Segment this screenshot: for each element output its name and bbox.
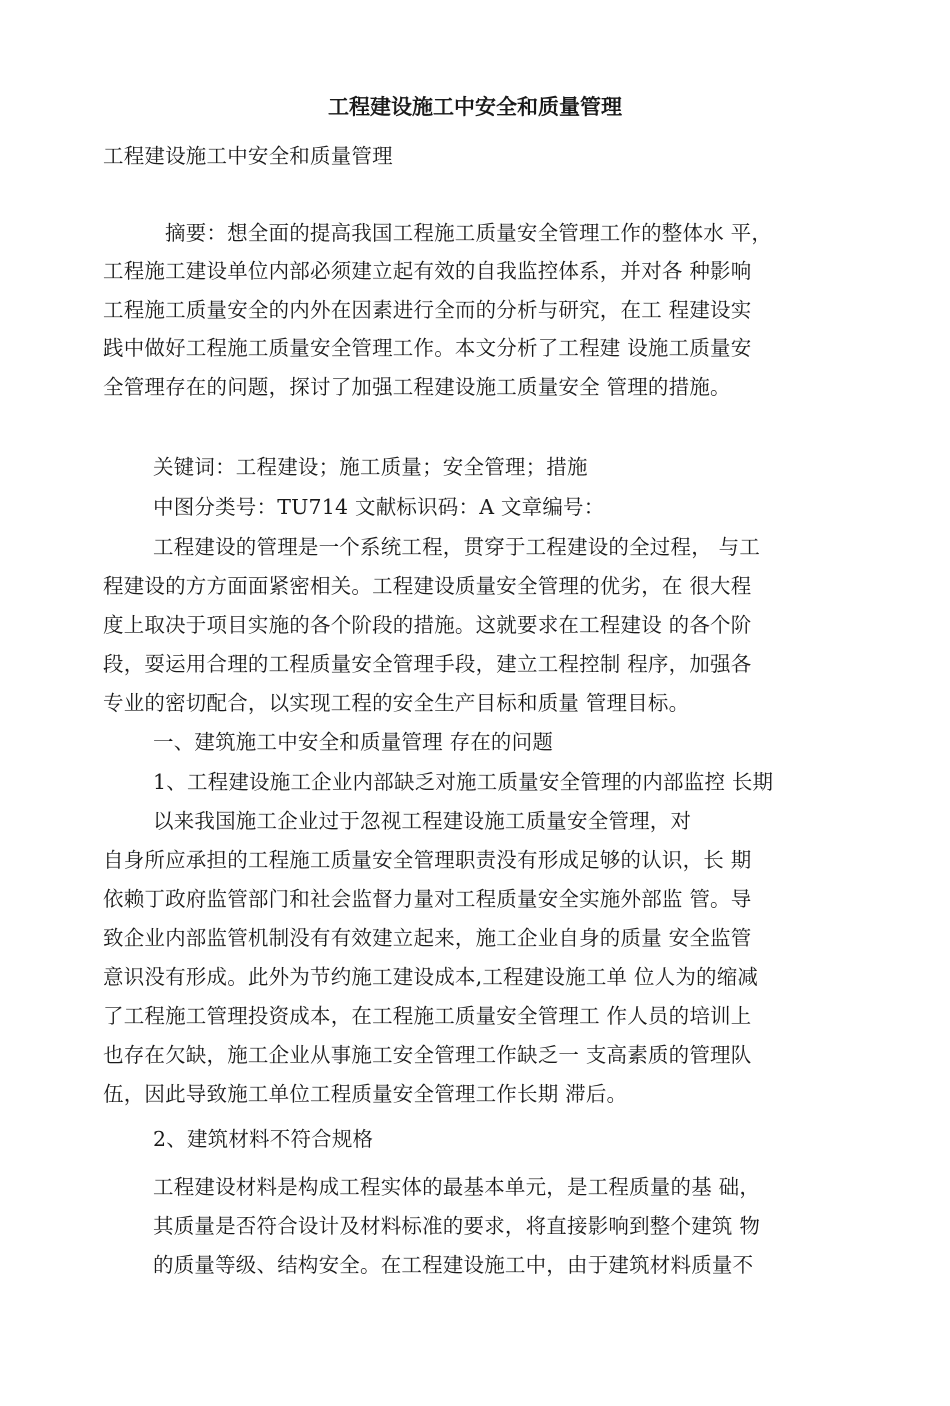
body-line: 工程建设材料是构成工程实体的最基本单元，是工程质量的基 础， bbox=[153, 1175, 761, 1199]
abstract-line: 全管理存在的问题，探讨了加强工程建设施工质量安全 管理的措施。 bbox=[103, 375, 731, 399]
intro-line: 程建设的方方面面紧密相关。工程建设质量安全管理的优劣，在 很大程 bbox=[103, 574, 752, 598]
intro-line: 度上取决于项目实施的各个阶段的措施。这就要求在工程建设 的各个阶 bbox=[103, 613, 752, 637]
subsection-heading: 2、建筑材料不符合规格 bbox=[153, 1127, 374, 1151]
body-line: 的质量等级、结构安全。在工程建设施工中，由于建筑材料质量不 bbox=[153, 1253, 754, 1277]
abstract-line: 摘要：想全面的提高我国工程施工质量安全管理工作的整体水 平， bbox=[165, 221, 773, 245]
body-line: 意识没有形成。此外为节约施工建设成本,工程建设施工单 位人为的缩减 bbox=[103, 965, 759, 989]
abstract-line: 工程施工建设单位内部必须建立起有效的自我监控体系，并对各 种影响 bbox=[103, 259, 752, 283]
body-line: 其质量是否符合设计及材料标准的要求，将直接影响到整个建筑 物 bbox=[153, 1214, 761, 1238]
document-subtitle: 工程建设施工中安全和质量管理 bbox=[103, 144, 393, 168]
keywords-line: 关键词：工程建设；施工质量；安全管理；措施 bbox=[153, 455, 588, 479]
document-title: 工程建设施工中安全和质量管理 bbox=[328, 94, 622, 119]
intro-line: 段，耍运用合理的工程质量安全管理手段，建立工程控制 程序，加强各 bbox=[103, 652, 752, 676]
abstract-line: 践中做好工程施工质量安全管理工作。本文分析了工程建 设施工质量安 bbox=[103, 336, 752, 360]
body-line: 也存在欠缺，施工企业从事施工安全管理工作缺乏一 支高素质的管理队 bbox=[103, 1043, 752, 1067]
body-line: 致企业内部监管机制没有有效建立起来，施工企业自身的质量 安全监管 bbox=[103, 926, 752, 950]
classification-line: 中图分类号：TU714 文献标识码：A 文章编号： bbox=[153, 495, 605, 519]
intro-line: 工程建设的管理是一个系统工程，贯穿于工程建设的全过程， 与工 bbox=[153, 535, 761, 559]
section-heading: 一、建筑施工中安全和质量管理 存在的问题 bbox=[153, 730, 554, 754]
abstract-line: 工程施工质量安全的内外在因素进行全而的分析与研究，在工 程建设实 bbox=[103, 298, 752, 322]
body-line: 伍，因此导致施工单位工程质量安全管理工作长期 滞后。 bbox=[103, 1082, 628, 1106]
body-line: 了工程施工管理投资成本，在工程施工质量安全管理工 作人员的培训上 bbox=[103, 1004, 752, 1028]
body-line: 自身所应承担的工程施工质量安全管理职责没有形成足够的认识，长 期 bbox=[103, 848, 752, 872]
body-line: 依赖丁政府监管部门和社会监督力量对工程质量安全实施外部监 管。导 bbox=[103, 887, 752, 911]
intro-line: 专业的密切配合，以实现工程的安全生产目标和质量 管理目标。 bbox=[103, 691, 690, 715]
body-line: 以来我国施工企业过于忽视工程建设施工质量安全管理，对 bbox=[153, 809, 692, 833]
subsection-heading: 1、工程建设施工企业内部缺乏对施工质量安全管理的内部监控 长期 bbox=[153, 770, 774, 794]
